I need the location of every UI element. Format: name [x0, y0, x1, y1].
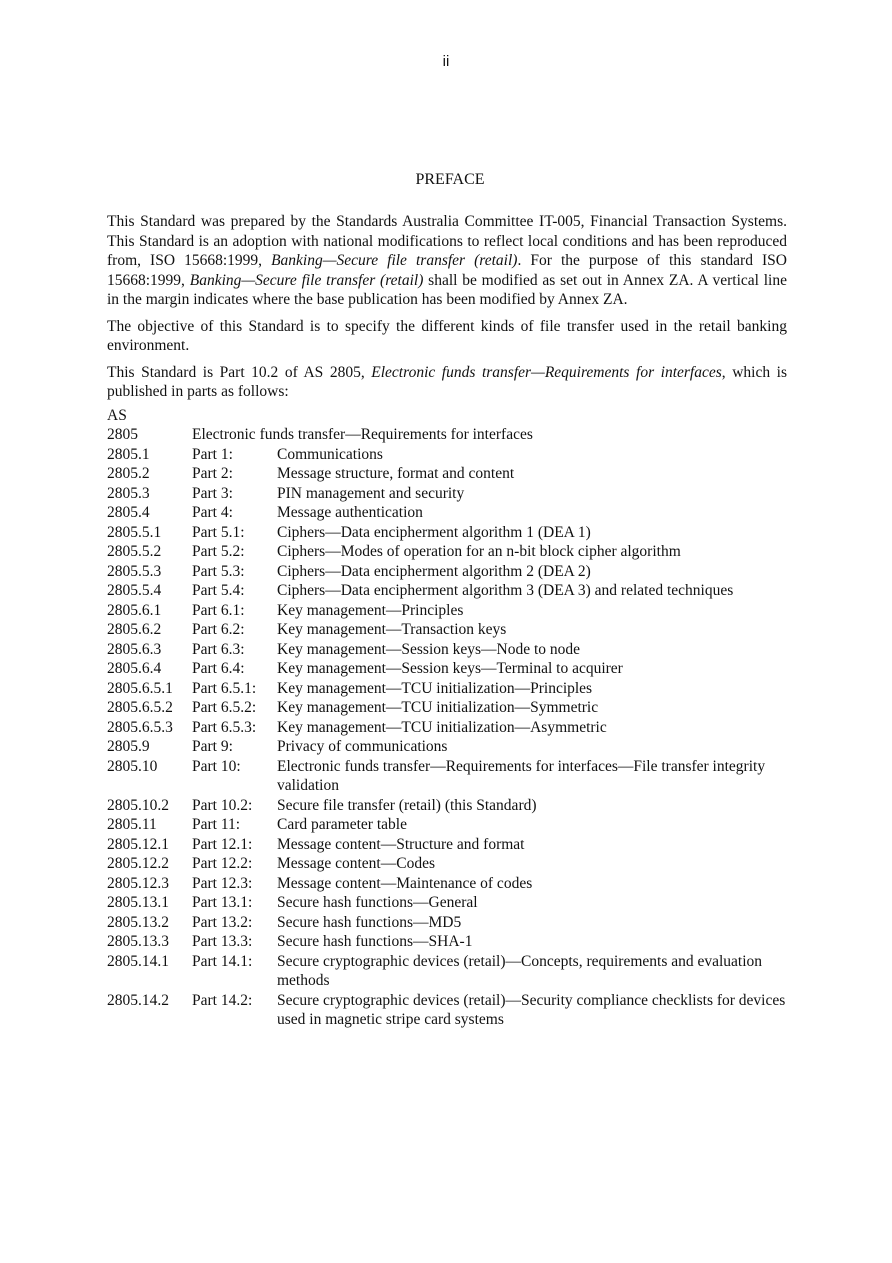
part-title: Electronic funds transfer—Requirements for interfaces—File transfer integrity validation: [277, 757, 766, 794]
preface-paragraph-series: [107, 363, 787, 402]
part-title: Key management—Session keys—Node to node: [277, 640, 581, 658]
part-title: Communications: [277, 445, 383, 463]
part-row: [107, 640, 787, 660]
part-row: [107, 854, 787, 874]
part-row: [107, 523, 787, 543]
part-label: Part 12.2:: [192, 855, 253, 872]
part-label: Part 11:: [192, 816, 241, 833]
part-row: [107, 464, 787, 484]
paragraph-text: , which is published in parts as follows:: [107, 363, 787, 400]
part-title: Message authentication: [277, 504, 423, 521]
series-title-italic: Electronic funds transfer—Requirements for interfaces: [371, 363, 722, 381]
part-label: Part 6.2:: [192, 621, 245, 638]
part-row: [107, 796, 787, 816]
part-row: [107, 932, 787, 952]
part-label: Part 13.1:: [192, 894, 253, 911]
paragraph-text: shall be modified as set out in Annex ZA. A vertical line in the margin indicates where the base publication has been modified by Annex ZA.: [107, 271, 787, 308]
part-standard-number: 2805.6.5.1: [107, 679, 173, 697]
part-row: [107, 835, 787, 855]
part-row: [107, 815, 787, 835]
part-row: [107, 581, 787, 601]
part-title: Key management—Transaction keys: [277, 621, 507, 638]
part-standard-number: 2805.6.4: [107, 660, 162, 677]
part-title: Key management—TCU initialization—Asymmetric: [277, 718, 607, 736]
part-label: Part 10.2:: [192, 796, 253, 814]
part-label: Part 6.1:: [192, 601, 245, 619]
part-standard-number: 2805.3: [107, 484, 150, 502]
part-standard-number: 2805.4: [107, 504, 150, 521]
series-number: 2805: [107, 426, 138, 443]
part-label: Part 14.1:: [192, 952, 253, 970]
part-standard-number: 2805.5.1: [107, 523, 162, 541]
part-standard-number: 2805.13.1: [107, 894, 169, 911]
part-title: Key management—TCU initialization—Principles: [277, 679, 593, 697]
part-standard-number: 2805.12.2: [107, 855, 169, 872]
part-row: [107, 757, 787, 796]
paragraph-text: . For the purpose of this standard ISO 15668:1999,: [107, 252, 787, 289]
preface-paragraph-origin: [107, 212, 787, 310]
part-label: Part 6.5.3:: [192, 718, 257, 736]
part-label: Part 3:: [192, 484, 233, 502]
part-standard-number: 2805.10.2: [107, 796, 169, 814]
part-title: Ciphers—Data encipherment algorithm 3 (DEA 3) and related techniques: [277, 582, 734, 599]
part-row: [107, 445, 787, 465]
part-standard-number: 2805.10: [107, 757, 158, 775]
part-title: Privacy of communications: [277, 738, 448, 755]
series-title: Electronic funds transfer—Requirements for interfaces: [192, 426, 533, 443]
part-standard-number: 2805.6.3: [107, 640, 162, 658]
page-number: ii: [442, 53, 450, 70]
part-row: [107, 991, 787, 1030]
part-title: Message content—Codes: [277, 855, 435, 872]
parts-list: [107, 425, 787, 1030]
part-row: [107, 503, 787, 523]
series-prefix-label: AS: [107, 406, 127, 424]
part-title: PIN management and security: [277, 484, 465, 502]
part-label: Part 13.2:: [192, 913, 253, 931]
part-label: Part 12.1:: [192, 835, 253, 853]
part-label: Part 2:: [192, 465, 233, 482]
part-standard-number: 2805.14.2: [107, 991, 169, 1009]
part-label: Part 6.3:: [192, 640, 245, 658]
part-standard-number: 2805.6.1: [107, 601, 162, 619]
part-standard-number: 2805.2: [107, 465, 150, 482]
part-row: [107, 893, 787, 913]
part-title: Ciphers—Data encipherment algorithm 2 (DEA 2): [277, 562, 591, 580]
part-label: Part 5.4:: [192, 582, 245, 599]
part-label: Part 6.5.2:: [192, 699, 257, 716]
part-standard-number: 2805.1: [107, 445, 150, 463]
part-title: Message content—Maintenance of codes: [277, 874, 533, 892]
preface-section: [107, 170, 787, 1030]
part-title: Secure cryptographic devices (retail)—Concepts, requirements and evaluation methods: [277, 952, 763, 989]
part-title: Key management—TCU initialization—Symmetric: [277, 699, 599, 716]
part-label: Part 10:: [192, 757, 241, 775]
part-label: Part 5.1:: [192, 523, 245, 541]
part-title: Ciphers—Data encipherment algorithm 1 (DEA 1): [277, 523, 591, 541]
part-label: Part 5.2:: [192, 543, 245, 560]
part-row: [107, 620, 787, 640]
part-standard-number: 2805.14.1: [107, 952, 169, 970]
part-row: [107, 562, 787, 582]
part-label: Part 9:: [192, 738, 233, 755]
part-row: [107, 659, 787, 679]
part-title: Message content—Structure and format: [277, 835, 525, 853]
part-label: Part 5.3:: [192, 562, 245, 580]
part-title: Ciphers—Modes of operation for an n-bit block cipher algorithm: [277, 543, 681, 560]
part-row: [107, 542, 787, 562]
standard-title-italic: Banking—Secure file transfer (retail): [189, 271, 424, 289]
part-title: Secure hash functions—SHA-1: [277, 933, 473, 950]
preface-heading: PREFACE: [415, 171, 485, 188]
part-title: Secure hash functions—MD5: [277, 913, 462, 931]
part-standard-number: 2805.5.2: [107, 543, 162, 560]
part-standard-number: 2805.6.2: [107, 621, 162, 638]
part-standard-number: 2805.6.5.3: [107, 718, 173, 736]
part-title: Secure hash functions—General: [277, 894, 478, 911]
part-title: Key management—Principles: [277, 601, 464, 619]
part-standard-number: 2805.13.3: [107, 933, 169, 950]
part-standard-number: 2805.6.5.2: [107, 699, 173, 716]
part-standard-number: 2805.5.3: [107, 562, 162, 580]
part-title: Secure file transfer (retail) (this Standard): [277, 796, 537, 814]
part-standard-number: 2805.12.1: [107, 835, 169, 853]
part-label: Part 1:: [192, 445, 233, 463]
part-label: Part 6.4:: [192, 660, 245, 677]
part-label: Part 12.3:: [192, 874, 253, 892]
series-row: [107, 425, 787, 445]
preface-paragraph-objective: The objective of this Standard is to specify the different kinds of file transfer used in the retail banking environment.: [107, 317, 787, 354]
part-label: Part 13.3:: [192, 933, 253, 950]
part-row: [107, 737, 787, 757]
part-row: [107, 698, 787, 718]
part-row: [107, 484, 787, 504]
paragraph-text: This Standard was prepared by the Standards Australia Committee IT-005, Financial Transaction Systems. This Standard is an adoption with national modifications to reflect local conditions and has been reproduced from, ISO 15668:1999,: [107, 213, 787, 269]
part-standard-number: 2805.12.3: [107, 874, 169, 892]
part-row: [107, 913, 787, 933]
part-row: [107, 874, 787, 894]
part-title: Card parameter table: [277, 816, 407, 833]
part-row: [107, 601, 787, 621]
part-standard-number: 2805.5.4: [107, 582, 162, 599]
part-label: Part 6.5.1:: [192, 679, 257, 697]
part-row: [107, 718, 787, 738]
part-title: Key management—Session keys—Terminal to acquirer: [277, 660, 623, 677]
part-title: Message structure, format and content: [277, 465, 515, 482]
part-row: [107, 679, 787, 699]
standard-title-italic: Banking—Secure file transfer (retail): [271, 252, 518, 269]
part-standard-number: 2805.9: [107, 738, 150, 755]
part-standard-number: 2805.11: [107, 816, 157, 833]
part-title: Secure cryptographic devices (retail)—Security compliance checklists for devices used in magnetic stripe card systems: [277, 991, 786, 1028]
paragraph-text: This Standard is Part 10.2 of AS 2805,: [107, 363, 372, 381]
part-label: Part 14.2:: [192, 991, 253, 1009]
part-standard-number: 2805.13.2: [107, 913, 169, 931]
part-label: Part 4:: [192, 504, 233, 521]
part-row: [107, 952, 787, 991]
